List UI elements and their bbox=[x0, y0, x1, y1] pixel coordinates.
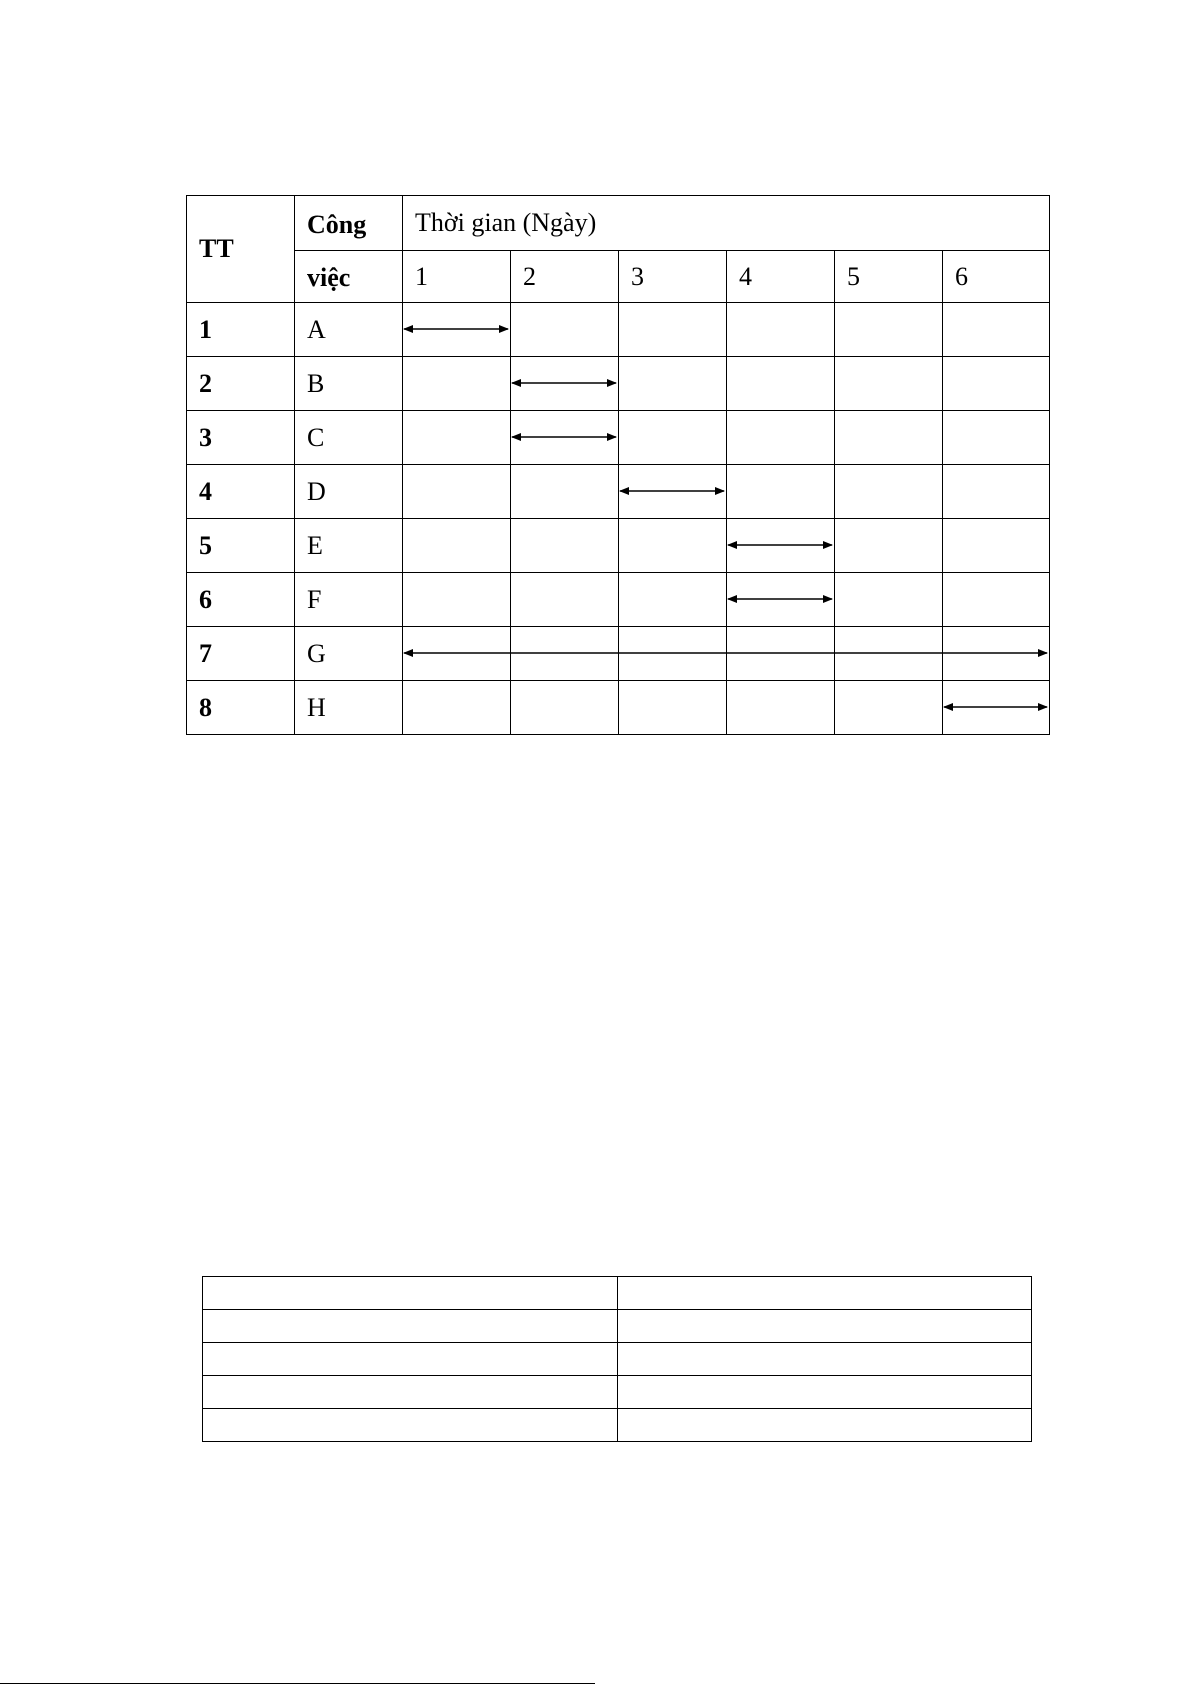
blank-row bbox=[203, 1310, 1032, 1343]
task-name: D bbox=[295, 465, 403, 519]
day-cell bbox=[511, 411, 619, 465]
blank-row bbox=[203, 1409, 1032, 1442]
task-name: E bbox=[295, 519, 403, 573]
blank-cell bbox=[203, 1409, 618, 1442]
day-cell bbox=[511, 681, 619, 735]
day-cell bbox=[511, 465, 619, 519]
day-cell bbox=[403, 681, 511, 735]
day-cell bbox=[619, 303, 727, 357]
task-number: 4 bbox=[187, 465, 295, 519]
day-cell bbox=[727, 573, 835, 627]
task-number: 2 bbox=[187, 357, 295, 411]
blank-cell bbox=[617, 1277, 1032, 1310]
day-cell bbox=[511, 573, 619, 627]
task-name: F bbox=[295, 573, 403, 627]
header-time: Thời gian (Ngày) bbox=[403, 196, 1050, 251]
day-header: 4 bbox=[727, 251, 835, 303]
day-cell bbox=[835, 465, 943, 519]
day-cell bbox=[835, 519, 943, 573]
task-row bbox=[187, 465, 1050, 519]
task-name: G bbox=[295, 627, 403, 681]
task-row bbox=[187, 519, 1050, 573]
day-cell bbox=[835, 411, 943, 465]
task-row bbox=[187, 411, 1050, 465]
day-cell bbox=[403, 627, 511, 681]
day-header: 6 bbox=[943, 251, 1050, 303]
blank-cell bbox=[203, 1343, 618, 1376]
day-cell bbox=[943, 627, 1050, 681]
day-cell bbox=[835, 627, 943, 681]
day-cell bbox=[727, 465, 835, 519]
header-tt: TT bbox=[187, 196, 295, 303]
header-row-2 bbox=[187, 251, 1050, 303]
day-cell bbox=[943, 411, 1050, 465]
blank-row bbox=[203, 1343, 1032, 1376]
task-name: C bbox=[295, 411, 403, 465]
task-row bbox=[187, 357, 1050, 411]
day-cell bbox=[727, 681, 835, 735]
day-cell bbox=[835, 573, 943, 627]
task-name: H bbox=[295, 681, 403, 735]
day-cell bbox=[403, 465, 511, 519]
gantt-chart bbox=[186, 195, 1049, 732]
day-cell bbox=[619, 357, 727, 411]
blank-cell bbox=[617, 1376, 1032, 1409]
blank-cell bbox=[203, 1376, 618, 1409]
task-number: 1 bbox=[187, 303, 295, 357]
blank-cell bbox=[617, 1409, 1032, 1442]
task-row bbox=[187, 627, 1050, 681]
day-cell bbox=[943, 519, 1050, 573]
day-cell bbox=[727, 357, 835, 411]
day-cell bbox=[727, 411, 835, 465]
blank-cell bbox=[203, 1277, 618, 1310]
gantt-table bbox=[186, 195, 1050, 735]
day-cell bbox=[727, 519, 835, 573]
day-cell bbox=[943, 303, 1050, 357]
blank-row bbox=[203, 1376, 1032, 1409]
day-cell bbox=[835, 303, 943, 357]
day-cell bbox=[619, 573, 727, 627]
day-cell bbox=[403, 519, 511, 573]
day-cell bbox=[511, 303, 619, 357]
day-cell bbox=[943, 465, 1050, 519]
task-row bbox=[187, 573, 1050, 627]
day-cell bbox=[619, 627, 727, 681]
task-number: 3 bbox=[187, 411, 295, 465]
blank-row bbox=[203, 1277, 1032, 1310]
day-cell bbox=[511, 519, 619, 573]
day-header: 5 bbox=[835, 251, 943, 303]
task-row bbox=[187, 681, 1050, 735]
day-cell bbox=[943, 573, 1050, 627]
task-name: A bbox=[295, 303, 403, 357]
day-cell bbox=[943, 357, 1050, 411]
day-cell bbox=[511, 357, 619, 411]
day-cell bbox=[619, 465, 727, 519]
task-row bbox=[187, 303, 1050, 357]
header-task-line1: Công bbox=[295, 196, 403, 251]
day-cell bbox=[835, 681, 943, 735]
task-number: 5 bbox=[187, 519, 295, 573]
blank-cell bbox=[203, 1310, 618, 1343]
day-cell bbox=[943, 681, 1050, 735]
task-name: B bbox=[295, 357, 403, 411]
task-number: 8 bbox=[187, 681, 295, 735]
day-cell bbox=[403, 411, 511, 465]
day-cell bbox=[403, 303, 511, 357]
day-header: 1 bbox=[403, 251, 511, 303]
task-number: 6 bbox=[187, 573, 295, 627]
day-header: 3 bbox=[619, 251, 727, 303]
header-task-line2: việc bbox=[295, 251, 403, 303]
header-row-1 bbox=[187, 196, 1050, 251]
day-cell bbox=[619, 411, 727, 465]
task-number: 7 bbox=[187, 627, 295, 681]
day-cell bbox=[511, 627, 619, 681]
blank-table bbox=[202, 1276, 1032, 1442]
day-header: 2 bbox=[511, 251, 619, 303]
blank-cell bbox=[617, 1343, 1032, 1376]
day-cell bbox=[403, 573, 511, 627]
footnote-rule bbox=[0, 1683, 595, 1684]
day-cell bbox=[835, 357, 943, 411]
day-cell bbox=[403, 357, 511, 411]
day-cell bbox=[727, 303, 835, 357]
day-cell bbox=[727, 627, 835, 681]
day-cell bbox=[619, 681, 727, 735]
day-cell bbox=[619, 519, 727, 573]
blank-cell bbox=[617, 1310, 1032, 1343]
